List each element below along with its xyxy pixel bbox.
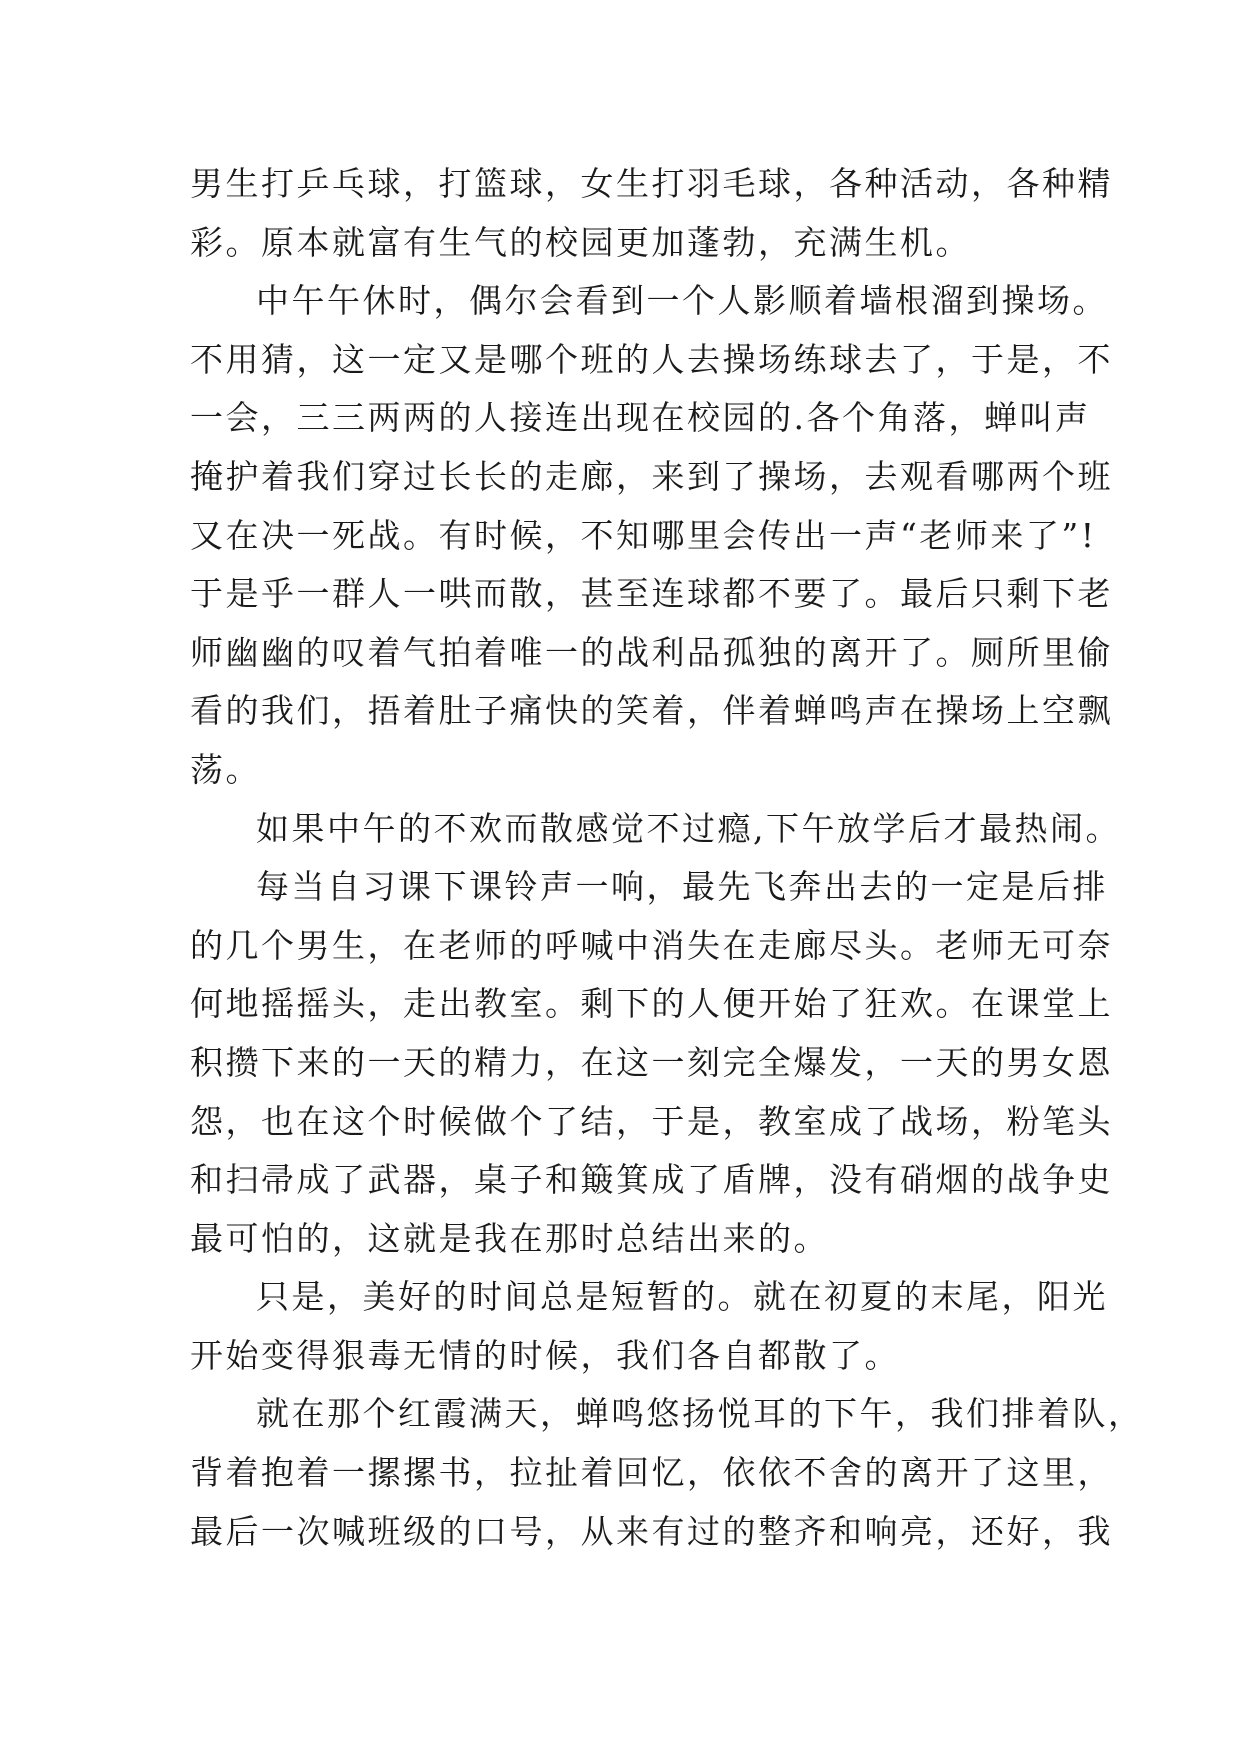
- text-line: 于是乎一群人一哄而散，甚至连球都不要了。最后只剩下老: [190, 574, 1113, 614]
- text-line: 何地摇摇头，走出教室。剩下的人便开始了狂欢。在课堂上: [190, 984, 1113, 1024]
- text-line: 怨，也在这个时候做个了结，于是，教室成了战场，粉笔头: [190, 1101, 1113, 1141]
- text-line: 荡。: [190, 749, 261, 789]
- text-line: 开始变得狠毒无情的时候，我们各自都散了。: [190, 1335, 900, 1375]
- text-line: 就在那个红霞满天，蝉鸣悠扬悦耳的下午，我们排着队，: [256, 1394, 1144, 1434]
- text-line: 掩护着我们穿过长长的走廊，来到了操场，去观看哪两个班: [190, 456, 1113, 496]
- text-line: 只是，美好的时间总是短暂的。就在初夏的末尾，阳光: [256, 1277, 1108, 1317]
- text-line: 如果中午的不欢而散感觉不过瘾,下午放学后才最热闹。: [256, 808, 1121, 848]
- text-line: 每当自习课下课铃声一响，最先飞奔出去的一定是后排: [256, 867, 1108, 907]
- text-line: 中午午休时，偶尔会看到一个人影顺着墙根溜到操场。: [256, 281, 1108, 321]
- text-line: 彩。原本就富有生气的校园更加蓬勃，充满生机。: [190, 222, 971, 262]
- body-text: [190, 155, 1144, 1561]
- text-line: 最可怕的，这就是我在那时总结出来的。: [190, 1218, 829, 1258]
- text-line: 又在决一死战。有时候，不知哪里会传出一声“老师来了”!: [190, 515, 1097, 555]
- text-line: 和扫帚成了武器，桌子和簸箕成了盾牌，没有硝烟的战争史: [190, 1160, 1113, 1200]
- text-line: 师幽幽的叹着气拍着唯一的战利品孤独的离开了。厕所里偷: [190, 632, 1113, 672]
- text-line: 一会，三三两两的人接连出现在校园的.各个角落，蝉叫声: [190, 398, 1091, 438]
- text-line: 的几个男生，在老师的呼喊中消失在走廊尽头。老师无可奈: [190, 925, 1113, 965]
- text-line: 看的我们，捂着肚子痛快的笑着，伴着蝉鸣声在操场上空飘: [190, 691, 1113, 731]
- text-line: 积攒下来的一天的精力，在这一刻完全爆发，一天的男女恩: [190, 1042, 1113, 1082]
- text-line: 最后一次喊班级的口号，从来有过的整齐和响亮，还好，我: [190, 1511, 1113, 1551]
- text-line: 男生打乒乓球，打篮球，女生打羽毛球，各种活动，各种精: [190, 164, 1113, 203]
- text-line: 不用猜，这一定又是哪个班的人去操场练球去了，于是，不: [190, 339, 1113, 379]
- text-line: 背着抱着一摞摞书，拉扯着回忆，依依不舍的离开了这里，: [190, 1453, 1113, 1493]
